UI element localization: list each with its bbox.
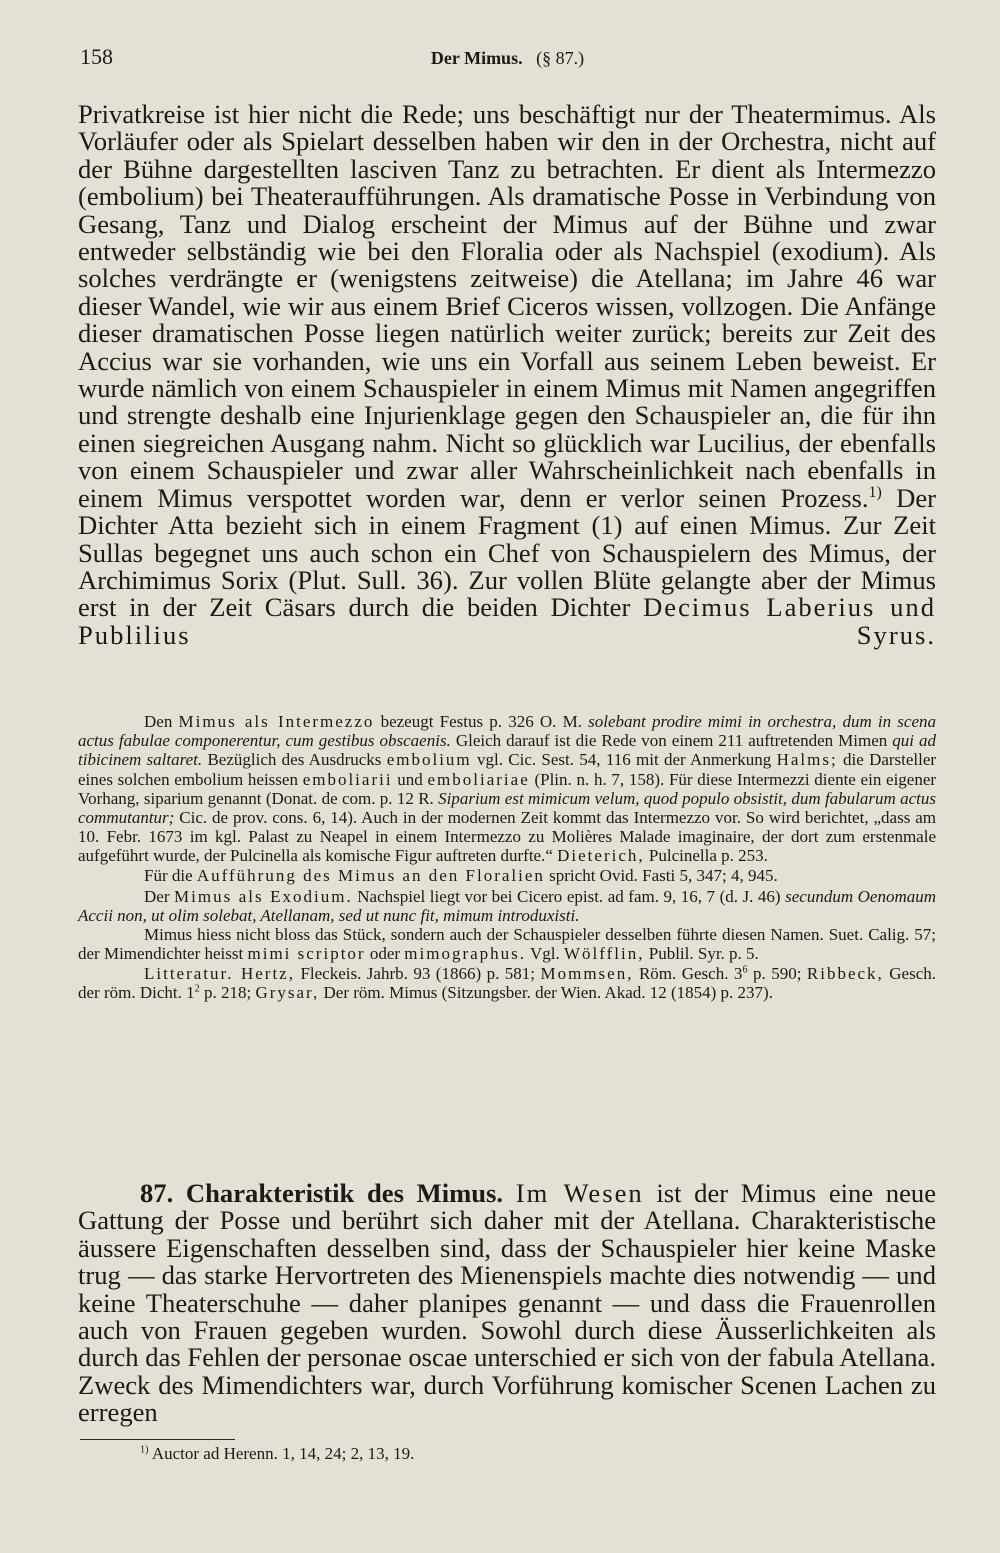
note-literature: Litteratur. Hertz, Fleckeis. Jahrb. 93 (1866) p. 581; Mommsen, Röm. Gesch. $3^6$ p. 590; Ribbeck, Gesch. der röm. Dicht. $1^2$ p. 218; Grysar, Der röm. Mimus (Sitzungsber. der Wien. Akad. 12 (1854) p. 237).	[78, 963, 937, 1002]
note-exodium: Der Mimus als Exodium. Nachspiel liegt vor bei Cicero epist. ad fam. 9, 16, 7 (d. J. 46) secundum Oenomaum Accii non, ut olim solebat, Atellanam, sed ut nunc fit, mimum introduxisti.	[78, 886, 936, 926]
footnote	[140, 1444, 414, 1464]
section-lead: Im Wesen	[515, 1178, 644, 1208]
main-text-part-2: Der Dichter Atta bezieht sich in einem Fragment (1) auf einen Mimus. Zur Zeit Sullas begegnet uns auch schon ein Chef von Schauspielern des Mimus, der Archimimus Sorix (Plut. Sull. 36). Zur vollen Blüte gelangte aber der Mimus erst in der Zeit Cäsars durch die beiden Dichter	[78, 482, 936, 623]
note-name: Mimus hiess nicht bloss das Stück, sondern auch der Schauspieler desselben führte diesen Namen. Suet. Calig. 57; der Mimendichter heisst mimi scriptor oder mimographus. Vgl. Wölfflin, Publil. Syr. p. 5.	[78, 925, 936, 964]
main-paragraph-1	[78, 101, 936, 649]
page-header	[80, 44, 935, 76]
running-head	[80, 48, 935, 69]
footnote-rule	[80, 1439, 235, 1440]
page-number: 158	[80, 44, 113, 69]
poet-names: Decimus Laberius und Publilius Syrus.	[78, 592, 936, 650]
section-text: ist der Mimus eine neue Gattung der Posse und berührt sich daher mit der Atellana. Charakteristische äussere Eigenschaften desselben sind, dass der Schauspieler hier keine Maske trug — das starke Hervortreten des Mienenspiels machte dies notwendig — und keine Theaterschuhe — daher planipes genannt — und dass die Frauenrollen auch von Frauen gegeben wurden. Sowohl durch diese Äusserlichkeiten als durch das Fehlen der personae oscae unterschied er sich von der fabula Atellana. Zweck des Mimendichters war, durch Vorführung komischer Scenen Lachen zu erregen	[78, 1178, 936, 1428]
running-title: Der Mimus.	[430, 48, 523, 68]
section-title: Charakteristik des Mimus.	[185, 1178, 504, 1208]
footnote-reference: 1)	[868, 483, 882, 501]
section-87	[78, 1180, 936, 1427]
running-section: (§ 87.)	[536, 48, 585, 68]
term-embolium: embolium	[386, 750, 472, 770]
main-text-part-1: Privatkreise ist hier nicht die Rede; uns beschäftigt nur der Theatermimus. Als Vorläufer oder als Spielart desselben haben wir den in der Orchestra, nicht auf der Bühne dargestellten lasciven Tanz zu betrachten. Er dient als Intermezzo (embolium) bei Theateraufführungen. Als dramatische Posse in Verbindung von Gesang, Tanz und Dialog erscheint der Mimus auf der Bühne und zwar entweder selbständig wie bei den Floralia oder als Nachspiel (exodium). Als solches verdrängte er (wenigstens zeitweise) die Atellana; im Jahre 46 war dieser Wandel, wie wir aus einem Brief Ciceros wissen, vollzogen. Die Anfänge dieser dramatischen Posse liegen natürlich weiter zurück; bereits zur Zeit des Accius war sie vorhanden, wie uns ein Vorfall aus seinem Leben beweist. Er wurde nämlich von einem Schauspieler in einem Mimus mit Namen angegriffen und strengte deshalb eine Injurienklage gegen den Schauspieler an, die für ihn einen siegreichen Ausgang nahm. Nicht so glücklich war Lucilius, der ebenfalls von einem Schauspieler und zwar aller Wahrscheinlichkeit nach ebenfalls in einem Mimus verspottet worden war, denn er verlor seinen Prozess.	[78, 99, 936, 513]
note-intermezzo: Den Mimus als Intermezzo bezeugt Festus p. 326 O. M. solebant prodire mimi in orchestra, dum in scena actus fabulae componerentur, cum gestibus obscaenis. Gleich darauf ist die Rede von einem 211 auftretenden Mimen qui ad tibicinem saltaret. Bezüglich des Ausdrucks embolium vgl. Cic. Sest. 54, 116 mit der Anmerkung Halms; die Darsteller eines solchen embolium heissen emboliarii und emboliariae (Plin. n. h. 7, 158). Für diese Intermezzi diente ein eigener Vorhang, siparium genannt (Donat. de com. p. 12 R. Siparium est mimicum velum, quod populo obsistit, dum fabularum actus commutantur; Cic. de prov. cons. 6, 14). Auch in der modernen Zeit kommt das Intermezzo vor. So wird berichtet, „dass am 10. Febr. 1673 im kgl. Palast zu Neapel in einem Intermezzo zu Molières Malade imaginaire, der dort zum erstenmale aufgeführt wurde, der Pulcinella als komische Figur auftreten durfte.“ Dieterich, Pulcinella p. 253.	[78, 712, 937, 866]
small-print-notes	[78, 712, 936, 1002]
footnote-marker: 1)	[140, 1444, 149, 1456]
section-number: 87.	[140, 1178, 174, 1208]
note-floralien: Für die Aufführung des Mimus an den Floralien spricht Ovid. Fasti 5, 347; 4, 945.	[144, 865, 778, 885]
footnote-text: Auctor ad Herenn. 1, 14, 24; 2, 13, 19.	[151, 1444, 415, 1463]
